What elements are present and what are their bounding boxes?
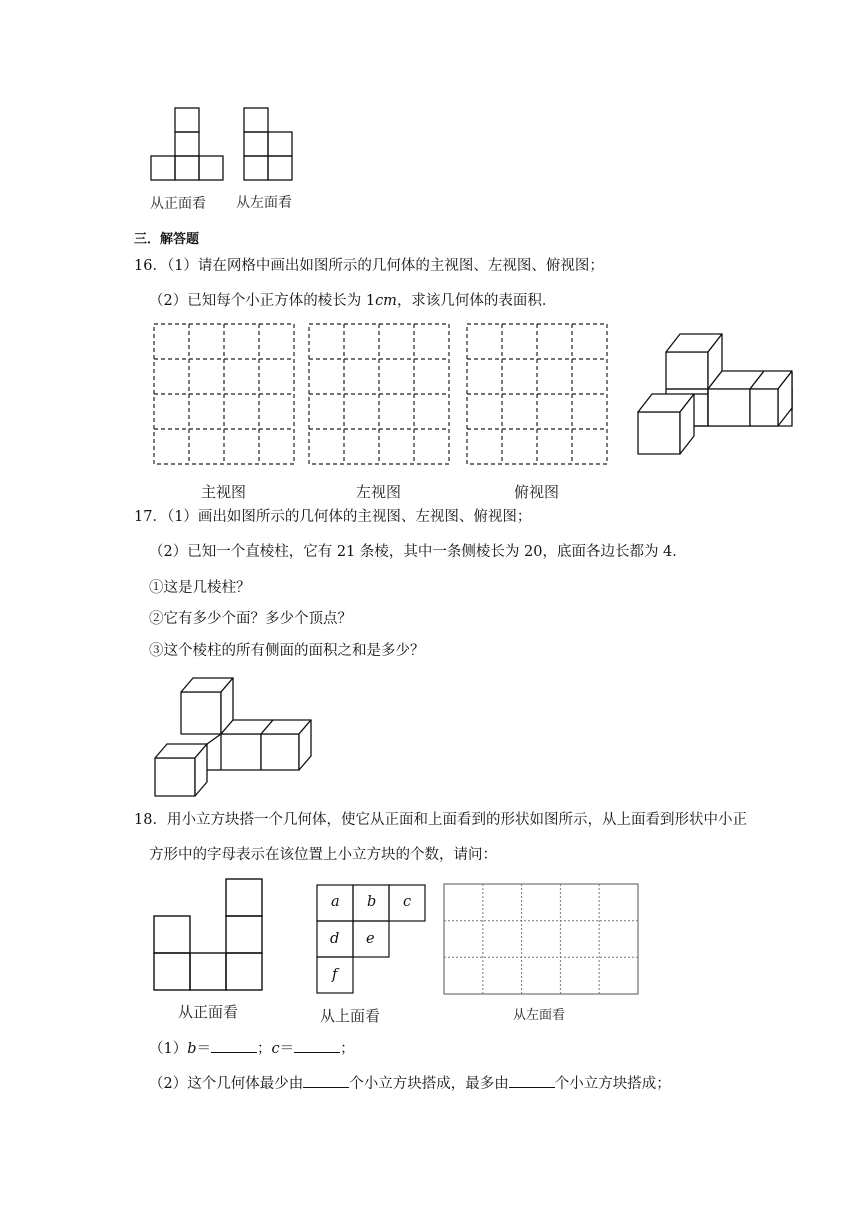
q16-line1: 16．（1）请在网格中画出如图所示的几何体的主视图、左视图、俯视图；	[134, 258, 604, 274]
q18-front-label: 从正面看	[178, 1003, 239, 1021]
q17-sub1: ①这是几棱柱？	[149, 580, 251, 596]
q18-answer2	[149, 1073, 671, 1094]
q17-sub2: ②它有多少个面？多少个顶点？	[149, 611, 352, 627]
q18-left-label: 从左面看	[513, 1008, 566, 1023]
q18-blank-b[interactable]	[211, 1038, 257, 1053]
left-view-caption: 从左面看	[236, 195, 292, 211]
q18-ans1-end: ；	[340, 1041, 355, 1057]
q18-ans2-end: 个小立方块搭成；	[554, 1076, 671, 1092]
q18-blank-max[interactable]	[509, 1073, 555, 1088]
q18-answer1	[149, 1038, 355, 1059]
q18-letter-f: f	[332, 967, 338, 983]
q18-blank-min[interactable]	[303, 1073, 349, 1088]
q16-left-view-grid[interactable]	[308, 323, 450, 465]
q18-ans2-mid: 个小立方块搭成，最多由	[349, 1076, 509, 1092]
q16-left-view-label: 左视图	[356, 483, 402, 501]
q18-ans1-eq1: ＝	[196, 1041, 212, 1057]
q18-ans1-b: b	[187, 1041, 197, 1057]
front-view-caption: 从正面看	[150, 196, 206, 212]
q16-main-view-label: 主视图	[201, 483, 247, 501]
q17-line2: （2）已知一个直棱柱，它有 21 条棱，其中一条侧棱长为 20，底面各边长都为 4．	[149, 544, 687, 560]
q17-sub3: ③这个棱柱的所有侧面的面积之和是多少？	[149, 643, 425, 659]
q18-letter-d: d	[330, 931, 340, 947]
q16-top-view-grid[interactable]	[466, 323, 608, 465]
q18-ans2-pre: （2）这个几何体最少由	[149, 1076, 304, 1092]
section-title: 三．解答题	[134, 232, 200, 247]
q18-line2: 方形中的字母表示在该位置上小立方块的个数，请问：	[149, 847, 497, 863]
left-view-figure	[243, 107, 295, 182]
q18-blank-c[interactable]	[294, 1038, 340, 1053]
q16-line2	[149, 291, 556, 311]
q16-line2-post: ，求该几何体的表面积．	[396, 293, 557, 309]
q18-left-view-grid[interactable]	[443, 883, 639, 995]
front-view-figure	[150, 107, 225, 182]
q18-ans1-pre: （1）	[149, 1041, 188, 1057]
q18-top-label: 从上面看	[320, 1007, 381, 1025]
q18-letter-b: b	[367, 894, 377, 910]
q18-ans1-eq2: ＝	[279, 1041, 295, 1057]
q16-main-view-grid[interactable]	[153, 323, 295, 465]
q16-line2-pre: （2）已知每个小正方体的棱长为 1	[149, 293, 376, 309]
q18-letter-a: a	[331, 894, 340, 910]
q18-ans1-c: c	[271, 1041, 280, 1057]
q18-front-view	[153, 877, 263, 991]
q18-letter-e: e	[366, 931, 375, 947]
q18-letter-c: c	[403, 894, 412, 910]
q17-cube-solid	[153, 676, 315, 798]
q17-line1: 17．（1）画出如图所示的几何体的主视图、左视图、俯视图；	[134, 509, 532, 525]
q16-unit: cm	[375, 293, 397, 309]
q18-line1: 18．用小立方块搭一个几何体，使它从正面和上面看到的形状如图所示，从上面看到形状中小正	[134, 812, 747, 828]
q16-top-view-label: 俯视图	[514, 483, 560, 501]
q18-ans1-sep: ；	[257, 1041, 272, 1057]
q16-cube-solid	[636, 332, 796, 458]
